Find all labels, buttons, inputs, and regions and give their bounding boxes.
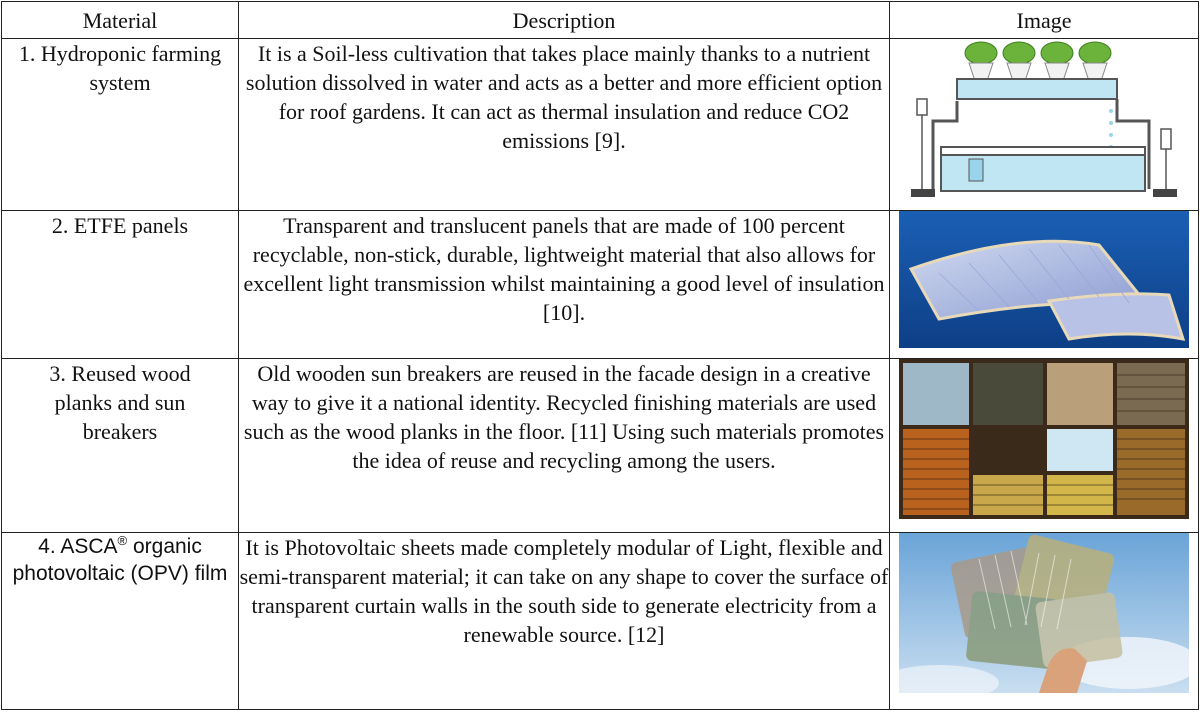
description-text: It is a Soil-less cultivation that takes place mainly thanks to a nutrient solution dissolved in water and acts as a better and more efficient option for roof gardens. It can act as thermal insulation and reduce CO2 emissions [9].: [245, 41, 883, 153]
table-row: [2, 532, 1199, 709]
material-name: [2, 533, 238, 587]
header-material: Material: [2, 2, 239, 39]
description-cell: [239, 532, 890, 709]
table-row: [2, 358, 1199, 532]
material-name-rest: organic photovoltaic (OPV) film: [12, 534, 228, 585]
material-cell: [2, 532, 239, 709]
registered-mark: ®: [117, 532, 128, 548]
material-name: 3. Reused wood planks and sun breakers: [49, 360, 191, 444]
header-description: Description: [239, 2, 890, 39]
material-cell: [2, 39, 239, 211]
table-row: [2, 39, 1199, 211]
image-cell: [890, 532, 1199, 709]
description-text: Old wooden sun breakers are reused in the facade design in a creative way to give it a national identity. Recycled finishing materials are used such as the wood planks in the floor. [11] Using such materials promotes the idea of reuse and recycling among the users.: [243, 360, 885, 473]
table-row: [2, 211, 1199, 359]
hydroponic-system-illustration-icon: [899, 39, 1189, 199]
material-name: 2. ETFE panels: [51, 213, 189, 239]
header-image: Image: [890, 2, 1199, 39]
description-text: It is Photovoltaic sheets made completely modular of Light, flexible and semi-transparent material; it can take on any shape to cover the surface of transparent curtain walls in the south side to generate electricity from a renewable source. [12]: [239, 534, 889, 647]
image-cell: [890, 358, 1199, 532]
material-name: 1. Hydroponic farming system: [18, 41, 222, 95]
header-row: [2, 2, 1199, 39]
wooden-shutters-photo-icon: [899, 359, 1189, 519]
image-cell: [890, 39, 1199, 211]
description-cell: [239, 358, 890, 532]
description-cell: [239, 39, 890, 211]
opv-film-photo-icon: [899, 533, 1189, 693]
material-cell: [2, 211, 239, 359]
image-cell: [890, 211, 1199, 359]
material-cell: [2, 358, 239, 532]
description-text: Transparent and translucent panels that are made of 100 percent recyclable, non-stick, durable, lightweight material that also allows for excellent light transmission whilst maintaining a good level of insulation [10].: [243, 213, 885, 326]
material-name-prefix: 4. ASCA: [38, 534, 118, 558]
materials-table: [1, 1, 1199, 710]
etfe-panel-photo-icon: [899, 211, 1189, 348]
description-cell: [239, 211, 890, 359]
